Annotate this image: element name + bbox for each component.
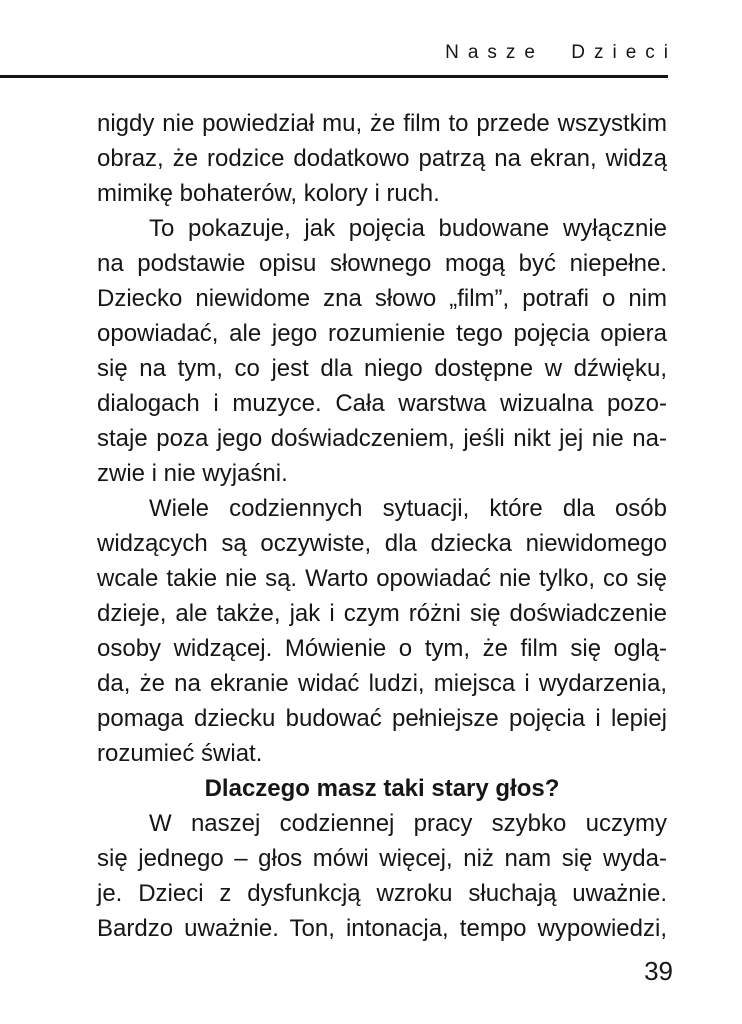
- header-rule: [0, 75, 668, 78]
- text-line: widzących są oczywiste, dla dziecka niewidomego: [97, 530, 667, 557]
- text-line: je. Dzieci z dysfunkcją wzroku słuchają uważnie.: [97, 880, 667, 907]
- running-head-title: Nasze Dzieci: [445, 42, 677, 63]
- page-body: [97, 106, 667, 946]
- text-line: osoby widzącej. Mówienie o tym, że film się oglą-: [97, 635, 667, 662]
- text-line: rozumieć świat.: [97, 740, 263, 767]
- text-line: staje poza jego doświadczeniem, jeśli nikt jej nie na-: [97, 425, 667, 452]
- text-line: na podstawie opisu słownego mogą być niepełne.: [97, 250, 667, 277]
- text-line: wcale takie nie są. Warto opowiadać nie tylko, co się: [97, 565, 667, 592]
- text-line: dialogach i muzyce. Cała warstwa wizualna pozo-: [97, 390, 667, 417]
- text-line: nigdy nie powiedział mu, że film to przede wszystkim: [97, 110, 667, 137]
- paragraph: [97, 211, 667, 491]
- paragraph: [97, 806, 667, 946]
- text-line: Wiele codziennych sytuacji, które dla osób: [149, 495, 667, 522]
- paragraph: [97, 491, 667, 771]
- text-line: się na tym, co jest dla niego dostępne w dźwięku,: [97, 355, 667, 382]
- paragraph-continuation: [97, 106, 667, 211]
- text-line: pomaga dziecku budować pełniejsze pojęcia i lepiej: [97, 705, 667, 732]
- text-line: To pokazuje, jak pojęcia budowane wyłącznie: [149, 215, 667, 242]
- section-heading: Dlaczego masz taki stary głos?: [204, 775, 560, 802]
- text-line: da, że na ekranie widać ludzi, miejsca i wydarzenia,: [97, 670, 667, 697]
- text-line: opowiadać, ale jego rozumienie tego pojęcia opiera: [97, 320, 667, 347]
- text-line: zwie i nie wyjaśni.: [97, 460, 288, 487]
- text-line: mimikę bohaterów, kolory i ruch.: [97, 180, 440, 207]
- text-line: Dziecko niewidome zna słowo „film”, potrafi o nim: [97, 285, 667, 312]
- text-line: obraz, że rodzice dodatkowo patrzą na ekran, widzą: [97, 145, 667, 172]
- text-line: się jednego – głos mówi więcej, niż nam się wyda-: [97, 845, 667, 872]
- page-number: 39: [644, 956, 673, 986]
- text-line: dzieje, ale także, jak i czym różni się doświadczenie: [97, 600, 667, 627]
- text-line: W naszej codziennej pracy szybko uczymy: [149, 810, 667, 837]
- text-line: Bardzo uważnie. Ton, intonacja, tempo wypowiedzi,: [97, 915, 667, 942]
